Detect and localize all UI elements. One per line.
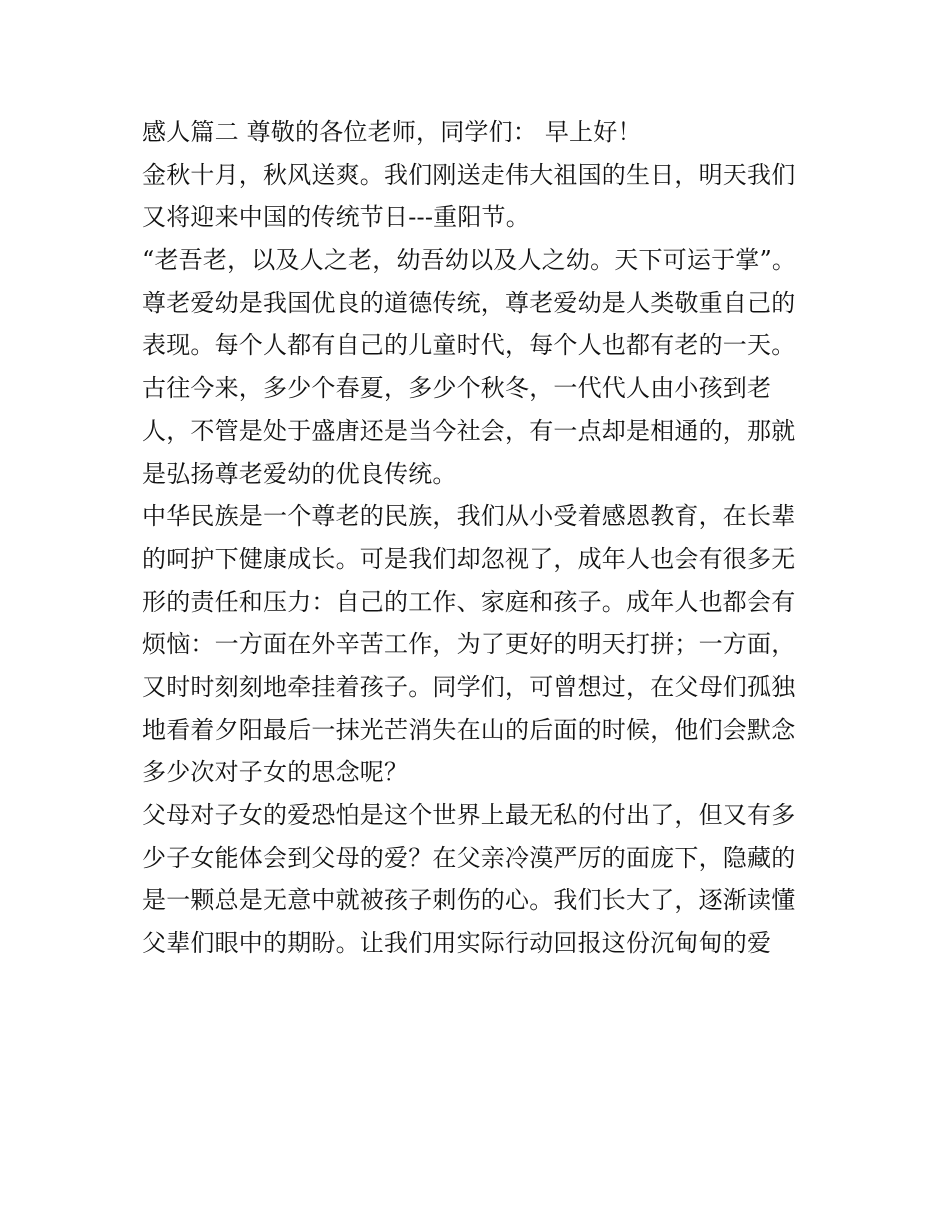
text-line-9: 是弘扬尊老爱幼的优良传统。 xyxy=(142,459,457,488)
text-line-6: 表现。每个人都有自己的儿童时代，每个人也都有老的一天。 xyxy=(142,331,796,360)
text-line-14: 又时时刻刻地牵挂着孩子。同学们，可曾想过，在父母们孤独 xyxy=(142,672,796,701)
text-line-16: 多少次对子女的思念呢？ xyxy=(142,758,409,787)
text-line-10: 中华民族是一个尊老的民族，我们从小受着感恩教育，在长辈 xyxy=(142,502,796,531)
text-line-13: 烦恼：一方面在外辛苦工作，为了更好的明天打拼；一方面， xyxy=(142,630,796,659)
text-line-20: 父辈们眼中的期盼。让我们用实际行动回报这份沉甸甸的爱 xyxy=(142,929,772,958)
text-line-19: 是一颗总是无意中就被孩子刺伤的心。我们长大了，逐渐读懂 xyxy=(142,886,796,915)
text-line-5: 尊老爱幼是我国优良的道德传统，尊老爱幼是人类敬重自己的 xyxy=(142,288,796,317)
document-body xyxy=(142,111,822,965)
text-line-2: 金秋十月，秋风送爽。我们刚送走伟大祖国的生日，明天我们 xyxy=(142,160,796,189)
text-line-7: 古往今来，多少个春夏，多少个秋冬，一代代人由小孩到老 xyxy=(142,374,772,403)
text-line-11: 的呵护下健康成长。可是我们却忽视了，成年人也会有很多无 xyxy=(142,544,796,573)
text-line-18: 少子女能体会到父母的爱？在父亲冷漠严厉的面庞下，隐藏的 xyxy=(142,843,796,872)
text-line-17: 父母对子女的爱恐怕是这个世界上最无私的付出了，但又有多 xyxy=(142,801,796,829)
text-line-8: 人，不管是处于盛唐还是当今社会，有一点却是相通的，那就 xyxy=(142,416,796,445)
text-line-15: 地看着夕阳最后一抹光芒消失在山的后面的时候，他们会默念 xyxy=(142,715,796,744)
text-line-1: 感人篇二 尊敬的各位老师，同学们： 早上好！ xyxy=(142,118,642,146)
text-line-4: “老吾老，以及人之老，幼吾幼以及人之幼。天下可运于掌”。 xyxy=(142,246,797,275)
text-line-3: 又将迎来中国的传统节日---重阳节。 xyxy=(142,203,530,232)
text-line-12: 形的责任和压力：自己的工作、家庭和孩子。成年人也都会有 xyxy=(142,587,796,616)
